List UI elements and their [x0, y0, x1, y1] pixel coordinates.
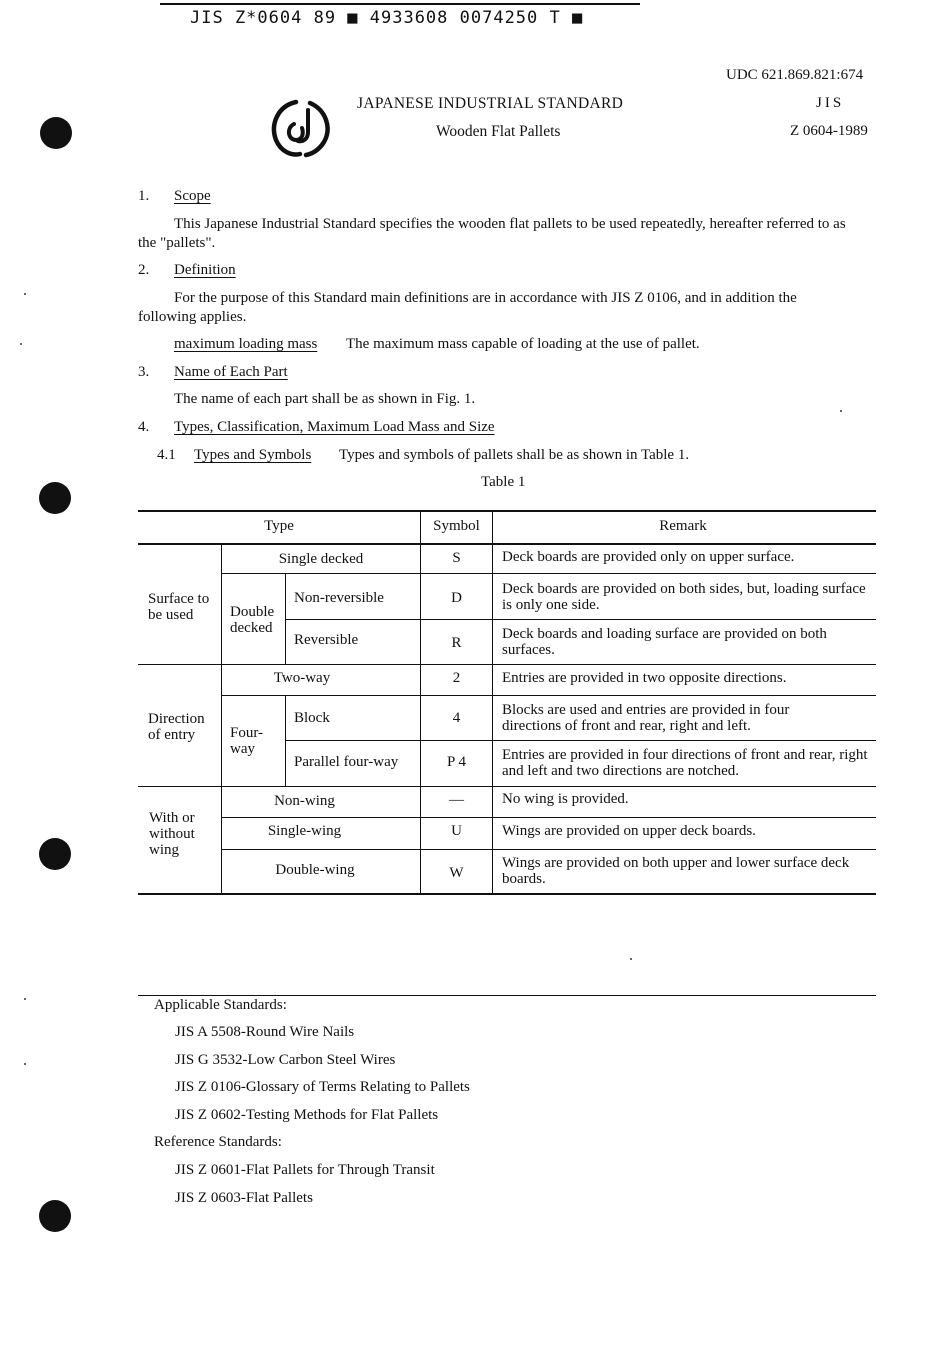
applicable-standards-title: Applicable Standards:	[154, 997, 287, 1013]
table-row-symbol: U	[451, 823, 462, 839]
list-item: JIS Z 0603-Flat Pallets	[175, 1190, 313, 1206]
group-direction: Direction of entry	[148, 711, 205, 743]
footnote-rule	[138, 995, 876, 996]
list-item: JIS Z 0602-Testing Methods for Flat Pallets	[175, 1107, 439, 1123]
section-2-title: Definition	[174, 262, 236, 278]
table-row-remark: Wings are provided on both upper and lower surface deck boards.	[502, 855, 850, 887]
table-row-remark: No wing is provided.	[502, 791, 629, 807]
jis-logo-icon	[266, 94, 336, 164]
table-row-type: Reversible	[294, 632, 359, 648]
standard-number: Z 0604-1989	[790, 123, 868, 139]
binder-hole-2	[39, 482, 71, 514]
table-row-type: Single-wing	[267, 823, 342, 839]
document-title: Wooden Flat Pallets	[436, 123, 561, 140]
table-row-symbol: R	[451, 635, 462, 651]
table-row-type: Two-way	[273, 670, 331, 686]
table-row-symbol: P 4	[446, 754, 467, 770]
list-item: JIS Z 0106-Glossary of Terms Relating to Pallets	[175, 1079, 470, 1095]
section-4-number: 4.	[138, 419, 150, 435]
scan-header-code: JIS Z*0604 89 ■ 4933608 0074250 T ■	[190, 8, 584, 28]
definition-term: maximum loading mass	[174, 336, 318, 352]
scan-speck	[840, 410, 842, 412]
scan-top-rule	[160, 3, 640, 5]
table-row-remark: Deck boards and loading surface are provided on both surfaces.	[502, 626, 827, 658]
org-title: JAPANESE INDUSTRIAL STANDARD	[357, 95, 624, 112]
table-row-symbol: S	[452, 550, 461, 566]
table-row-remark: Deck boards are provided only on upper surface.	[502, 549, 795, 565]
section-3-title: Name of Each Part	[174, 364, 288, 380]
table-row-symbol: 4	[452, 710, 461, 726]
table-row-remark: Wings are provided on upper deck boards.	[502, 823, 756, 839]
table-row-symbol: D	[451, 590, 462, 606]
group-surface: Surface to be used	[148, 591, 210, 623]
group-four-way: Four- way	[230, 725, 264, 757]
section-1-title: Scope	[174, 188, 211, 204]
table-row-remark: Deck boards are provided on both sides, but, loading surface is only one side.	[502, 581, 866, 613]
binder-hole-4	[39, 1200, 71, 1232]
table-row-type: Non-wing	[274, 793, 335, 809]
section-1-text: This Japanese Industrial Standard specifies the wooden flat pallets to be used repeatedly, hereafter referred to as the "pallets".	[138, 216, 846, 251]
section-4-title: Types, Classification, Maximum Load Mass and Size	[174, 419, 495, 435]
scan-speck	[20, 343, 22, 345]
section-1-number: 1.	[138, 188, 150, 204]
table-row-type: Parallel four-way	[294, 754, 399, 770]
section-2-text: For the purpose of this Standard main definitions are in accordance with JIS Z 0106, and in addition the following applies.	[138, 290, 797, 325]
group-wing: With or without wing	[149, 810, 195, 858]
table-row-remark: Entries are provided in two opposite directions.	[502, 670, 787, 686]
group-double-decked: Double decked	[230, 604, 275, 636]
section-4-1-number: 4.1	[157, 447, 176, 463]
scan-speck	[630, 958, 632, 960]
table-row-type: Single decked	[278, 551, 364, 567]
table-caption: Table 1	[481, 474, 526, 490]
list-item: JIS Z 0601-Flat Pallets for Through Transit	[175, 1162, 435, 1178]
scan-speck	[24, 998, 26, 1000]
table-row-symbol: —	[449, 792, 464, 808]
col-header-type: Type	[264, 518, 294, 534]
scan-speck	[24, 293, 26, 295]
section-4-1-text: Types and symbols of pallets shall be as shown in Table 1.	[339, 447, 690, 463]
binder-hole-1	[40, 117, 72, 149]
table-row-type: Non-reversible	[294, 590, 384, 606]
col-header-symbol: Symbol	[433, 518, 480, 534]
udc-code: UDC 621.869.821:674	[726, 67, 864, 83]
list-item: JIS A 5508-Round Wire Nails	[175, 1024, 355, 1040]
section-4-1-title: Types and Symbols	[194, 447, 312, 463]
definition-text: The maximum mass capable of loading at the use of pallet.	[346, 336, 700, 352]
table-row-symbol: W	[449, 865, 464, 881]
binder-hole-3	[39, 838, 71, 870]
table-row-symbol: 2	[452, 670, 461, 686]
table-row-type: Double-wing	[275, 862, 355, 878]
reference-standards-title: Reference Standards:	[154, 1134, 282, 1150]
section-3-number: 3.	[138, 364, 150, 380]
col-header-remark: Remark	[659, 518, 707, 534]
list-item: JIS G 3532-Low Carbon Steel Wires	[175, 1052, 396, 1068]
section-2-number: 2.	[138, 262, 150, 278]
table-row-remark: Blocks are used and entries are provided in four directions of front and rear, right and left.	[502, 702, 790, 734]
section-3-text: The name of each part shall be as shown in Fig. 1.	[174, 391, 476, 407]
scan-speck	[24, 1063, 26, 1065]
jis-label: JIS	[816, 95, 845, 111]
table-row-remark: Entries are provided in four directions of front and rear, right and left and two directions are notched.	[502, 747, 868, 779]
table-row-type: Block	[294, 710, 330, 726]
